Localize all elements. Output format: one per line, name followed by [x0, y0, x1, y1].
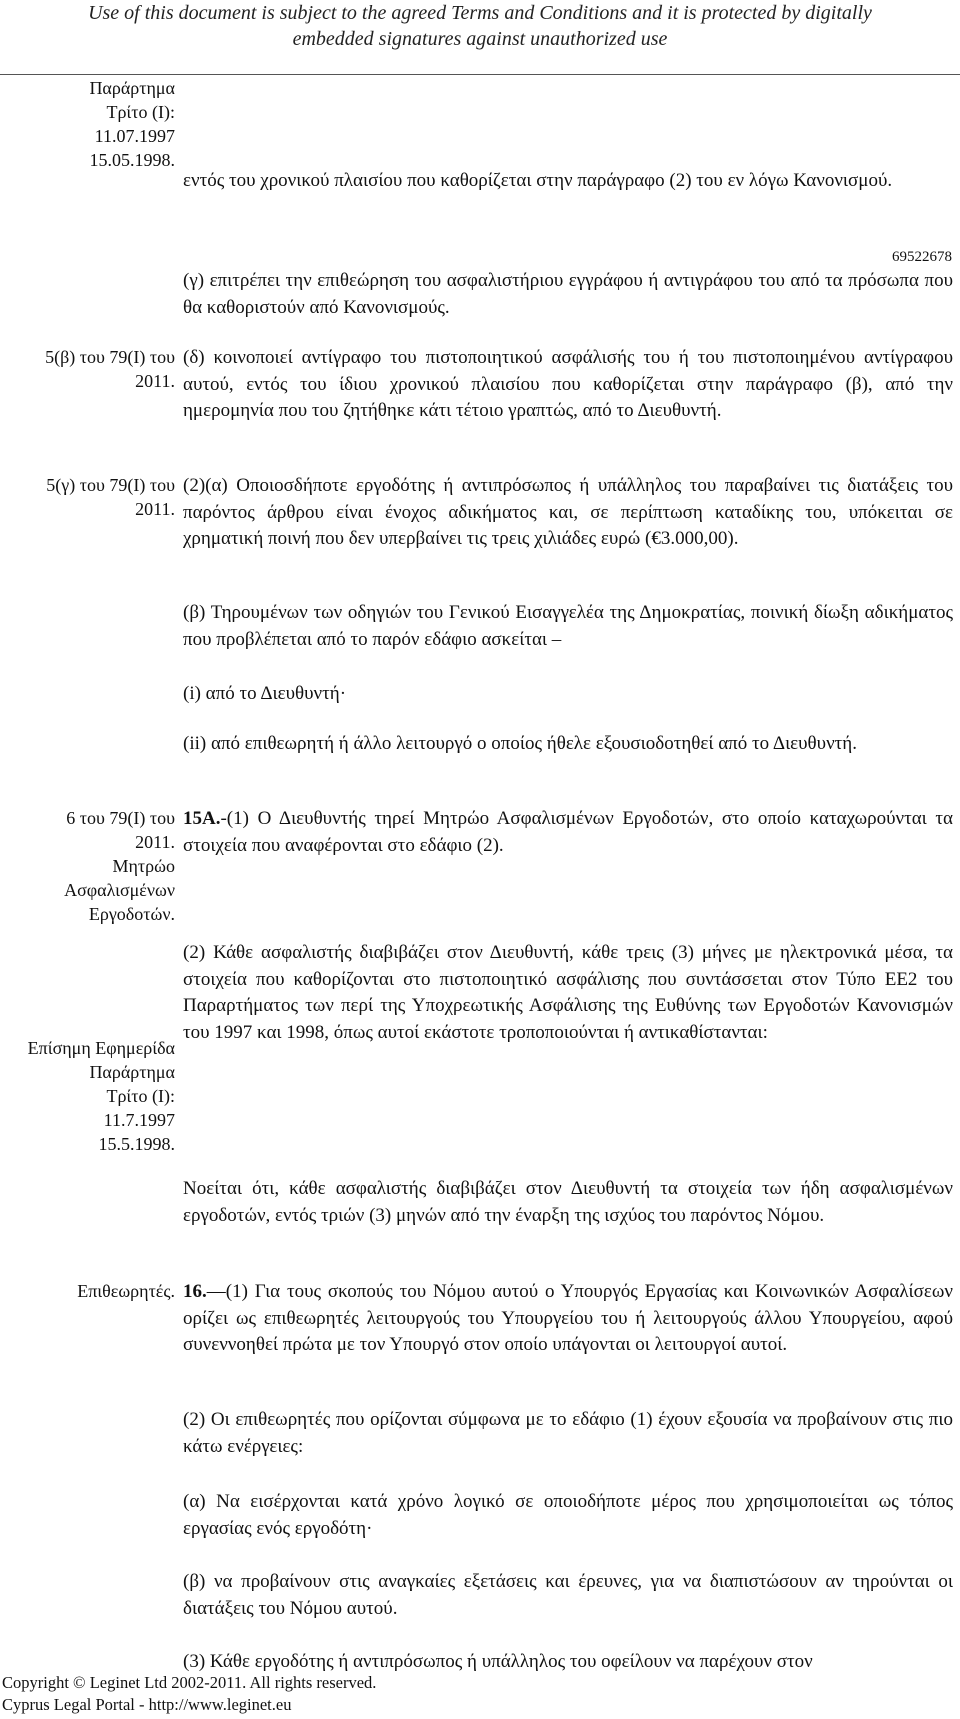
- margin-note-line: Εργοδοτών.: [88, 904, 175, 924]
- margin-note-line: 15.5.1998.: [98, 1134, 175, 1154]
- margin-note-line: 6 του 79(Ι) του: [66, 808, 175, 828]
- margin-note-line: Μητρώο: [112, 856, 175, 876]
- margin-note-line: Τρίτο (Ι):: [106, 102, 175, 122]
- margin-note-inspectors: [77, 1279, 175, 1303]
- margin-note-amendment-6: [64, 806, 175, 926]
- usage-notice-header: [0, 0, 960, 52]
- margin-note-line: 2011.: [135, 832, 175, 852]
- margin-note-line: Επίσημη Εφημερίδα: [27, 1038, 175, 1058]
- section-16-2-alpha: (α) Να εισέρχονται κατά χρόνο λογικό σε οποιοδήποτε μέρος που χρησιμοποιείται ως τόπος εργασίας ενός εργοδότη·: [183, 1491, 953, 1539]
- section-number: 15Α.: [183, 808, 221, 829]
- margin-note-line: Επιθεωρητές.: [77, 1281, 175, 1301]
- paragraph-subitem-i: (i) από το Διευθυντή·: [183, 683, 347, 704]
- margin-note-line: 5(β) του 79(Ι) του: [45, 347, 175, 367]
- margin-note-line: 11.07.1997: [94, 126, 175, 146]
- section-15a-1: [183, 806, 953, 859]
- margin-note-line: Παράρτημα: [89, 1062, 175, 1082]
- margin-note-line: Ασφαλισμένων: [64, 880, 175, 900]
- section-16-3: (3) Κάθε εργοδότης ή αντιπρόσωπος ή υπάλληλος του οφείλουν να παρέχουν στον: [183, 1651, 813, 1672]
- paragraph-subitem-ii: (ii) από επιθεωρητή ή άλλο λειτουργό ο οποίος ήθελε εξουσιοδοτηθεί από το Διευθυντή.: [183, 733, 857, 754]
- margin-note-line: Τρίτο (Ι):: [106, 1086, 175, 1106]
- margin-note-line: Παράρτημα: [89, 78, 175, 98]
- margin-note-line: 11.7.1997: [103, 1110, 175, 1130]
- margin-note-line: 2011.: [135, 371, 175, 391]
- margin-note-line: 2011.: [135, 499, 175, 519]
- paragraph-2a: (2)(α) Οποιοσδήποτε εργοδότης ή αντιπρόσωπος ή υπάλληλος του παραβαίνει τις διατάξεις του παρόντος άρθρου είναι ένοχος αδικήματος και, σε περίπτωση καταδίκης του, υπόκειται σε χρηματική ποινή που δεν υπερβαίνει τις τρεις χιλιάδες ευρώ (€3.000,00).: [183, 475, 953, 549]
- section-text: -(1) Ο Διευθυντής τηρεί Μητρώο Ασφαλισμένων Εργοδοτών, στο οποίο καταχωρούνται τα στοιχεία που αναφέρονται στο εδάφιο (2).: [183, 808, 953, 856]
- section-15a-2: (2) Κάθε ασφαλιστής διαβιβάζει στον Διευθυντή, κάθε τρεις (3) μήνες με ηλεκτρονικά μέσα, τα στοιχεία που καθορίζονται στο πιστοποιητικό ασφάλισης που συντάσσεται στον Τύπο ΕΕ2 του Παραρτήματος των περί της Υποχρεωτικής Ασφάλισης της Ευθύνης των Εργοδοτών Κανονισμών του 1997 και 1998, όπως αυτοί εκάστοτε τροποποιούνται ή αντικαθίστανται:: [183, 942, 953, 1043]
- margin-note-official-gazette: [28, 1036, 175, 1156]
- margin-note-amendment-5b: [45, 345, 175, 393]
- margin-note-line: 15.05.1998.: [89, 150, 175, 170]
- usage-notice-line-2: embedded signatures against unauthorized use: [292, 28, 668, 50]
- footer-copyright: Copyright © Leginet Ltd 2002-2011. All rights reserved.: [2, 1673, 377, 1692]
- footer-portal-link[interactable]: Cyprus Legal Portal - http://www.leginet.eu: [2, 1695, 292, 1714]
- section-16-2: (2) Οι επιθεωρητές που ορίζονται σύμφωνα με το εδάφιο (1) έχουν εξουσία να προβαίνουν στις πιο κάτω ενέργειες:: [183, 1409, 953, 1457]
- margin-note-gazette-top: [89, 76, 175, 172]
- section-16-1: [183, 1279, 953, 1359]
- document-number: 69522678: [892, 249, 952, 265]
- margin-note-line: 5(γ) του 79(Ι) του: [46, 475, 175, 495]
- usage-notice-line-1: Use of this document is subject to the agreed Terms and Conditions and it is protected by digitally: [88, 2, 872, 24]
- header-divider: [0, 74, 960, 75]
- paragraph-2b: (β) Τηρουμένων των οδηγιών του Γενικού Εισαγγελέα της Δημοκρατίας, ποινική δίωξη αδικήματος που προβλέπεται από το παρόν εδάφιο ασκείται –: [183, 602, 953, 650]
- paragraph-proviso: Νοείται ότι, κάθε ασφαλιστής διαβιβάζει στον Διευθυντή τα στοιχεία των ήδη ασφαλισμένων εργοδοτών, εντός τριών (3) μηνών από την έναρξη της ισχύος του παρόντος Νόμου.: [183, 1178, 953, 1226]
- paragraph-gamma: (γ) επιτρέπει την επιθεώρηση του ασφαλιστήριου εγγράφου ή αντιγράφου του από τα πρόσωπα που θα καθοριστούν από Κανονισμούς.: [183, 270, 953, 318]
- section-16-2-beta: (β) να προβαίνουν στις αναγκαίες εξετάσεις και έρευνες, για να διαπιστώσουν αν τηρούνται οι διατάξεις του Νόμου αυτού.: [183, 1571, 953, 1619]
- section-number: 16.: [183, 1281, 207, 1302]
- paragraph-delta: (δ) κοινοποιεί αντίγραφο του πιστοποιητικού ασφάλισής του ή του πιστοποιημένου αντίγραφου αυτού, εντός του ίδιου χρονικού πλαισίου που καθορίζεται στην παράγραφο (β), από την ημερομηνία που του ζητήθηκε κάτι τέτοιο γραπτώς, από το Διευθυντή.: [183, 347, 953, 421]
- section-text: —(1) Για τους σκοπούς του Νόμου αυτού ο Υπουργός Εργασίας και Κοινωνικών Ασφαλίσεων ορίζει ως επιθεωρητές λειτουργούς του Υπουργείου του ή λειτουργούς άλλου Υπουργείου, αφού συνεννοηθεί πρώτα με τον Υπουργό στον οποίο υπάγονται οι λειτουργοί αυτοί.: [183, 1281, 953, 1355]
- margin-note-amendment-5c: [46, 473, 175, 521]
- paragraph-intro: εντός του χρονικού πλαισίου που καθορίζεται στην παράγραφο (2) του εν λόγω Κανονισμού.: [183, 170, 893, 191]
